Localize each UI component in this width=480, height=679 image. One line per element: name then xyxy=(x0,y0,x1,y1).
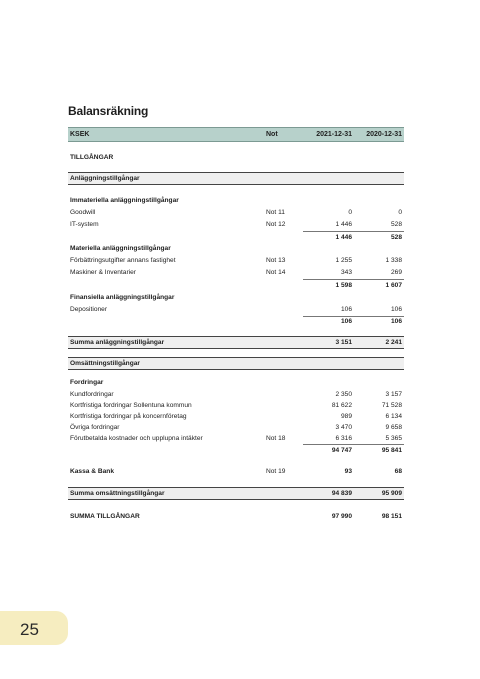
subsection-immateriella: Immateriella anläggningstillgångar xyxy=(70,197,179,204)
table-row: Kundfordringar 2 350 3 157 xyxy=(70,391,402,398)
header-not: Not xyxy=(266,131,278,138)
subtotal-row: 94 747 95 841 xyxy=(331,447,402,454)
summa-tillgangar-row: SUMMA TILLGÅNGAR 97 990 98 151 xyxy=(70,513,402,520)
table-row: Maskiner & Inventarier Not 14 343 269 xyxy=(70,269,402,276)
header-ksek: KSEK xyxy=(70,131,90,138)
table-row: Kortfristiga fordringar på koncernföretag 989 6 134 xyxy=(70,413,402,420)
section-anlaggningstillgangar: Anläggningstillgångar xyxy=(68,172,404,185)
subtotal-row: 106 106 xyxy=(340,318,402,325)
page-number: 25 xyxy=(20,620,39,639)
table-row: Depositioner 106 106 xyxy=(70,306,402,313)
table-header xyxy=(68,127,404,142)
table-row: Förbättringsutgifter annans fastighet Not 13 1 255 1 338 xyxy=(70,257,402,264)
header-year2: 2020-12-31 xyxy=(366,131,402,138)
section-omsattningstillgangar: Omsättningstillgångar xyxy=(68,357,404,370)
section-tillgangar: TILLGÅNGAR xyxy=(70,154,114,161)
subsection-finansiella: Finansiella anläggningstillgångar xyxy=(70,294,175,301)
summa-anlaggningstillgangar-row: Summa anläggningstillgångar 3 151 2 241 xyxy=(68,336,404,349)
subtotal-row: 1 598 1 607 xyxy=(335,282,402,289)
subtotal-row: 1 446 528 xyxy=(335,234,402,241)
table-row: Övriga fordringar 3 470 9 658 xyxy=(70,424,402,431)
table-row: Kortfristiga fordringar Sollentuna kommun 81 622 71 528 xyxy=(70,402,402,409)
subsection-fordringar: Fordringar xyxy=(70,379,104,386)
page-title: Balansräkning xyxy=(68,104,149,118)
subsection-materiella: Materiella anläggningstillgångar xyxy=(70,245,171,252)
header-year1: 2021-12-31 xyxy=(316,131,352,138)
table-row: IT-system Not 12 1 446 528 xyxy=(70,221,402,228)
kassa-bank-row: Kassa & Bank Not 19 93 68 xyxy=(70,468,402,475)
page-number-badge xyxy=(0,611,68,645)
summa-omsattningstillgangar-row: Summa omsättningstillgångar 94 839 95 909 xyxy=(68,487,404,500)
table-row: Förutbetalda kostnader och upplupna intäkter Not 18 6 316 5 365 xyxy=(70,435,402,442)
table-row: Goodwill Not 11 0 0 xyxy=(70,209,402,216)
